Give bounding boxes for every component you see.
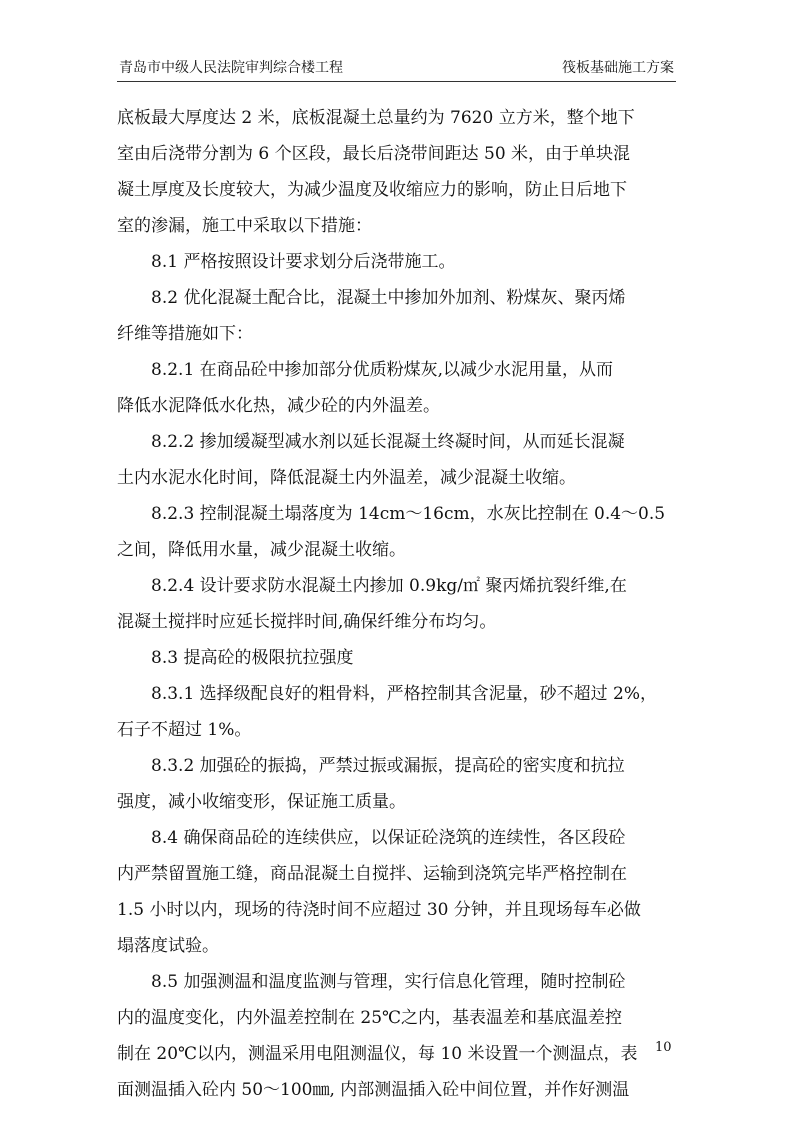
text-line: 室由后浇带分割为 6 个区段，最长后浇带间距达 50 米，由于单块混 xyxy=(117,144,631,164)
text-line: 混凝土搅拌时应延长搅拌时间,确保纤维分布均匀。 xyxy=(117,612,497,632)
text-line: 塌落度试验。 xyxy=(117,936,219,956)
text-line: 8.2.2 掺加缓凝型减水剂以延长混凝土终凝时间，从而延长混凝 xyxy=(151,432,625,452)
header-document-title: 筏板基础施工方案 xyxy=(562,60,674,76)
text-line: 降低水泥降低水化热，减少砼的内外温差。 xyxy=(117,396,440,416)
body-text xyxy=(117,100,677,1108)
text-line: 内严禁留置施工缝，商品混凝土自搅拌、运输到浇筑完毕严格控制在 xyxy=(117,864,627,884)
text-line: 8.5 加强测温和温度监测与管理，实行信息化管理，随时控制砼 xyxy=(151,972,626,992)
text-line: 凝土厚度及长度较大，为减少温度及收缩应力的影响，防止日后地下 xyxy=(117,180,627,200)
text-line: 8.3 提高砼的极限抗拉强度 xyxy=(151,648,354,668)
text-line: 8.2.4 设计要求防水混凝土内掺加 0.9kg/㎡ 聚丙烯抗裂纤维,在 xyxy=(151,576,627,596)
text-line: 石子不超过 1%。 xyxy=(117,720,252,740)
text-line: 面测温插入砼内 50～100㎜, 内部测温插入砼中间位置，并作好测温 xyxy=(117,1080,630,1100)
page-number: 10 xyxy=(655,1040,672,1055)
text-line: 室的渗漏，施工中采取以下措施： xyxy=(117,216,372,236)
text-line: 土内水泥水化时间，降低混凝土内外温差，减少混凝土收缩。 xyxy=(117,468,576,488)
header-project-title: 青岛市中级人民法院审判综合楼工程 xyxy=(119,60,343,76)
page-header xyxy=(117,55,676,82)
text-line: 8.4 确保商品砼的连续供应，以保证砼浇筑的连续性，各区段砼 xyxy=(151,828,626,848)
text-line: 之间，降低用水量，减少混凝土收缩。 xyxy=(117,540,406,560)
text-line: 8.2.3 控制混凝土塌落度为 14cm～16cm，水灰比控制在 0.4～0.5 xyxy=(151,504,666,524)
text-line: 8.3.1 选择级配良好的粗骨料，严格控制其含泥量，砂不超过 2%， xyxy=(151,684,658,704)
text-line: 内的温度变化，内外温差控制在 25℃之内，基表温差和基底温差控 xyxy=(117,1008,623,1028)
text-line: 强度，减小收缩变形，保证施工质量。 xyxy=(117,792,406,812)
text-line: 1.5 小时以内，现场的待浇时间不应超过 30 分钟，并且现场每车必做 xyxy=(117,900,641,920)
text-line: 纤维等措施如下： xyxy=(117,324,253,344)
text-line: 8.3.2 加强砼的振捣，严禁过振或漏振，提高砼的密实度和抗拉 xyxy=(151,756,625,776)
text-line: 8.1 严格按照设计要求划分后浇带施工。 xyxy=(151,252,456,272)
text-line: 8.2.1 在商品砼中掺加部分优质粉煤灰,以减少水泥用量，从而 xyxy=(151,360,614,380)
text-line: 底板最大厚度达 2 米，底板混凝土总量约为 7620 立方米，整个地下 xyxy=(117,108,635,128)
text-line: 制在 20℃以内，测温采用电阻测温仪，每 10 米设置一个测温点，表 xyxy=(117,1044,638,1064)
text-line: 8.2 优化混凝土配合比，混凝土中掺加外加剂、粉煤灰、聚丙烯 xyxy=(151,288,626,308)
